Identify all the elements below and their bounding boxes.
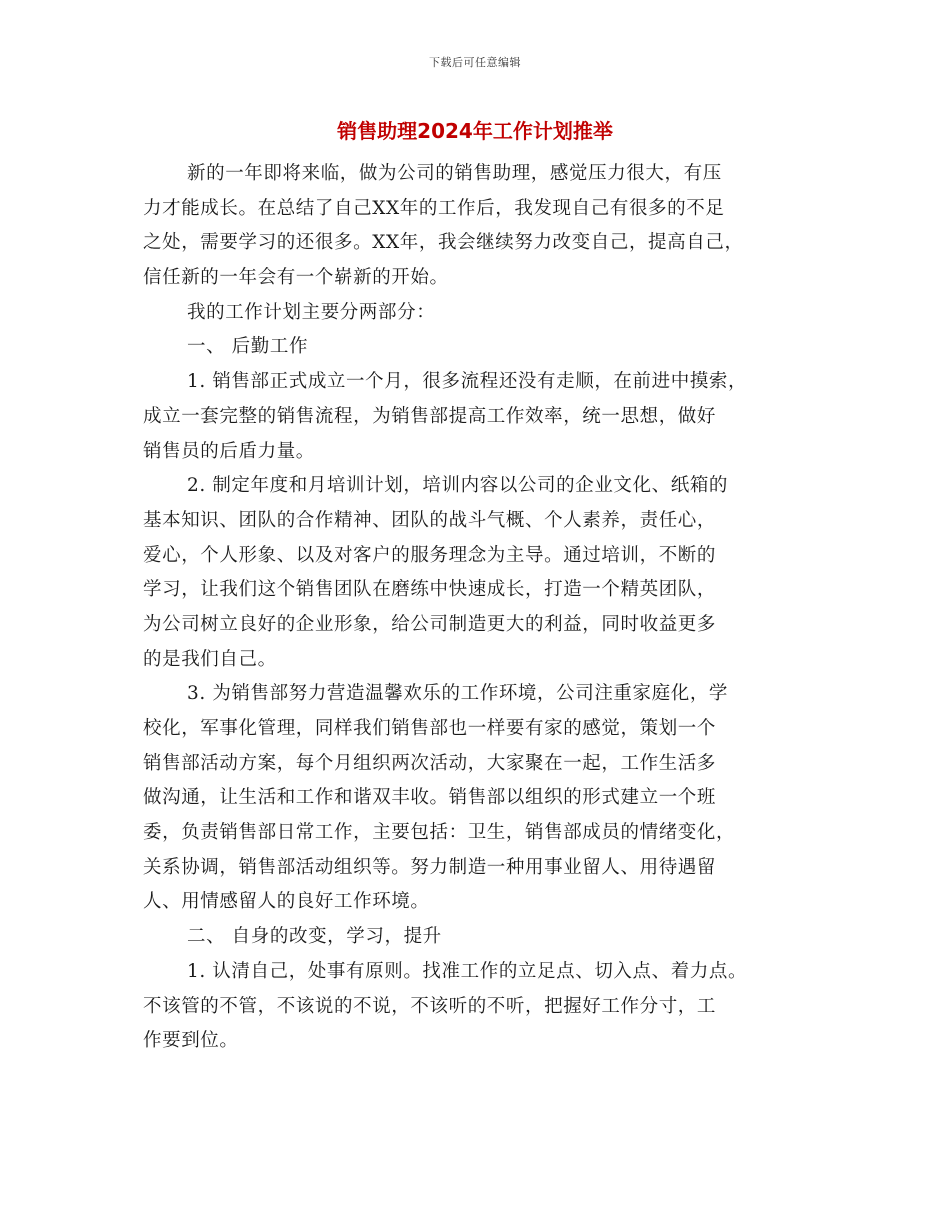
body-line: 爱心，个人形象、以及对客户的服务理念为主导。通过培训，不断的 [143,544,717,566]
body-line: 成立一套完整的销售流程，为销售部提高工作效率，统一思想，做好 [143,405,717,427]
section-heading: 二、 自身的改变，学习，提升 [187,926,442,948]
section-heading: 一、 后勤工作 [187,336,309,358]
body-line: 1. 认清自己，处事有原则。找准工作的立足点、切入点、着力点。 [187,960,748,982]
body-line: 校化，军事化管理，同样我们销售部也一样要有家的感觉，策划一个 [143,718,717,739]
body-line: 的是我们自己。 [143,648,277,670]
body-line: 不该管的不管，不该说的不说，不该听的不听，把握好工作分寸，工 [143,995,717,1017]
body-line: 销售部活动方案，每个月组织两次活动，大家聚在一起，工作生活多 [143,752,717,774]
document-title: 销售助理2024年工作计划推举 [337,119,613,143]
document-body [143,157,833,1059]
body-line: 1. 销售部正式成立一个月，很多流程还没有走顺，在前进中摸索， [187,371,748,393]
body-line: 关系协调，销售部活动组织等。努力制造一种用事业留人、用待遇留 [143,856,717,878]
body-line: 人、用情感留人的良好工作环境。 [143,891,430,913]
body-line: 之处，需要学习的还很多。XX年，我会继续努力改变自己，提高自己， [143,232,744,254]
body-line: 我的工作计划主要分两部分： [187,301,436,323]
body-line: 学习，让我们这个销售团队在磨练中快速成长，打造一个精英团队， [143,579,717,601]
body-line: 销售员的后盾力量。 [143,440,315,462]
body-line: 为公司树立良好的企业形象，给公司制造更大的利益，同时收益更多 [143,613,717,635]
page-header-note: 下载后可任意编辑 [429,56,521,69]
body-line: 基本知识、团队的合作精神、团队的战斗气概、个人素养，责任心， [143,509,717,531]
body-line: 新的一年即将来临，做为公司的销售助理，感觉压力很大，有压 [187,163,722,184]
body-line: 作要到位。 [143,1030,239,1052]
body-line: 2. 制定年度和月培训计划，培训内容以公司的企业文化、纸箱的 [187,475,729,497]
body-line: 力才能成长。在总结了自己XX年的工作后，我发现自己有很多的不足 [143,197,725,219]
body-line: 3. 为销售部努力营造温馨欢乐的工作环境，公司注重家庭化，学 [187,683,729,705]
body-line: 委，负责销售部日常工作，主要包括：卫生，销售部成员的情绪变化， [143,822,736,844]
body-line: 信任新的一年会有一个崭新的开始。 [143,267,449,289]
body-line: 做沟通，让生活和工作和谐双丰收。销售部以组织的形式建立一个班 [143,787,717,809]
